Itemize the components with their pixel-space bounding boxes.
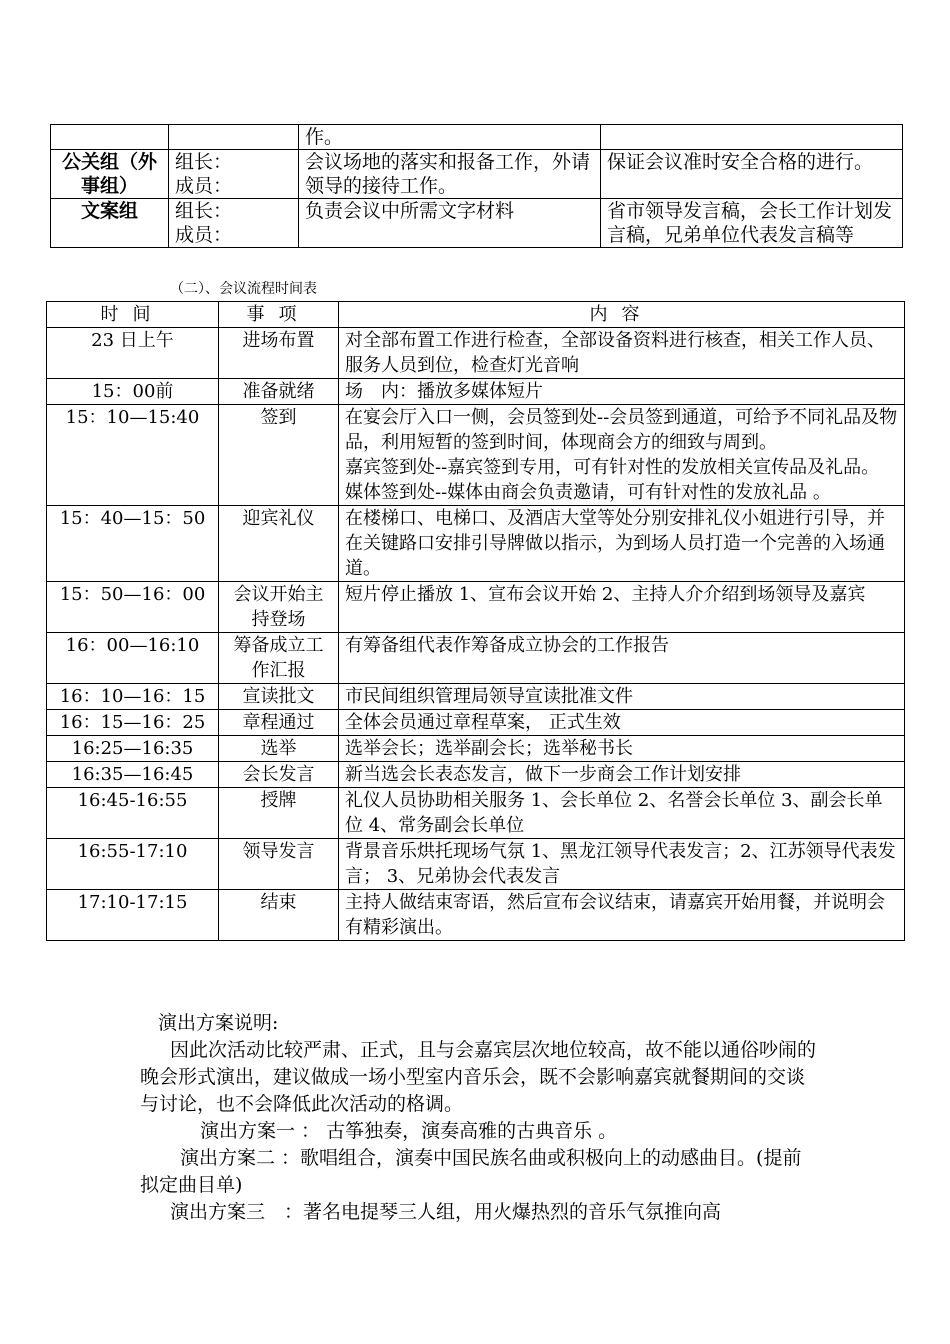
time-cell: 16:35—16:45 xyxy=(47,762,219,788)
content-cell xyxy=(339,762,905,788)
members-cell xyxy=(169,150,299,199)
content-text: 在宴会厅入口一侧，会员签到处--会员签到通道，可给予不同礼品及物品，利用短暂的签到时间，体现商会方的细致与周到。 xyxy=(345,407,898,453)
table-row xyxy=(47,710,905,736)
table-row xyxy=(47,890,905,941)
content-text: 对全部布置工作进行检查，全部设备资料进行核查，相关工作人员、服务人员到位，检查灯光音响 xyxy=(345,330,885,376)
table-row xyxy=(47,405,905,506)
member-role: 成员： xyxy=(175,175,233,197)
content-cell xyxy=(339,379,905,405)
item-cell: 领导发言 xyxy=(219,839,339,890)
item-cell: 进场布置 xyxy=(219,328,339,379)
members-cell xyxy=(169,125,299,150)
item-cell: 章程通过 xyxy=(219,710,339,736)
table-header-row xyxy=(47,302,905,328)
item-cell: 准备就绪 xyxy=(219,379,339,405)
goal-cell: 省市领导发言稿，会长工作计划发言稿，兄弟单位代表发言稿等 xyxy=(601,199,903,248)
header-content: 内容 xyxy=(339,302,905,328)
item-cell: 会议开始主持登场 xyxy=(219,582,339,633)
notes-paragraph: 因此次活动比较严肃、正式，且与会嘉宾层次地位较高，故不能以通俗吵闹的晚会形式演出，建议做成一场小型室内音乐会，既不会影响嘉宾就餐期间的交谈与讨论，也不会降低此次活动的格调。 xyxy=(140,1039,817,1115)
time-cell: 15：10—15:40 xyxy=(47,405,219,506)
time-cell: 16:45-16:55 xyxy=(47,788,219,839)
item-cell: 迎宾礼仪 xyxy=(219,506,339,582)
time-cell: 17:10-17:15 xyxy=(47,890,219,941)
content-text: 短片停止播放 1、宣布会议开始 2、主持人介介绍到场领导及嘉宾 xyxy=(345,584,866,605)
content-text: 媒体签到处--媒体由商会负责邀请，可有针对性的发放礼品 。 xyxy=(345,482,831,503)
time-cell: 15：00前 xyxy=(47,379,219,405)
content-cell xyxy=(339,890,905,941)
table-row xyxy=(51,199,903,248)
table-row xyxy=(51,150,903,199)
goal-cell: 保证会议准时安全合格的进行。 xyxy=(601,150,903,199)
content-text: 嘉宾签到处--嘉宾签到专用，可有针对性的发放相关宣传品及礼品。 xyxy=(345,457,880,478)
content-text: 新当选会长表态发言，做下一步商会工作计划安排 xyxy=(345,764,741,785)
duty-cell: 作。 xyxy=(299,125,601,150)
table-row xyxy=(47,684,905,710)
content-cell xyxy=(339,633,905,684)
table-row xyxy=(47,582,905,633)
header-item: 事项 xyxy=(219,302,339,328)
notes-title: 演出方案说明: xyxy=(158,1012,279,1034)
duty-cell: 负责会议中所需文字材料 xyxy=(299,199,601,248)
table-row xyxy=(47,762,905,788)
table-row xyxy=(47,839,905,890)
content-text: 背景音乐烘托现场气氛 1、黑龙江领导代表发言；2、江苏领导代表发言； 3、兄弟协会代表发言 xyxy=(345,841,896,887)
table-row xyxy=(47,788,905,839)
time-cell: 16:25—16:35 xyxy=(47,736,219,762)
content-cell xyxy=(339,506,905,582)
member-role: 组长： xyxy=(175,200,233,222)
group-cell: 公关组（外事组） xyxy=(51,150,169,199)
notes-paragraph: 演出方案三 ：著名电提琴三人组，用火爆热烈的音乐气氛推向高 xyxy=(170,1201,722,1223)
table-row xyxy=(47,736,905,762)
table-row xyxy=(47,633,905,684)
content-text: 主持人做结束寄语，然后宣布会议结束，请嘉宾开始用餐，并说明会有精彩演出。 xyxy=(345,892,885,938)
members-cell xyxy=(169,199,299,248)
content-cell xyxy=(339,788,905,839)
goal-cell xyxy=(601,125,903,150)
schedule-table xyxy=(46,301,905,941)
table-row xyxy=(47,379,905,405)
table-row xyxy=(47,506,905,582)
content-cell xyxy=(339,582,905,633)
member-role: 成员： xyxy=(175,224,233,246)
time-cell: 16：10—16：15 xyxy=(47,684,219,710)
notes-paragraph: 演出方案一 ： 古筝独奏，演奏高雅的古典音乐 。 xyxy=(200,1120,618,1142)
content-cell xyxy=(339,405,905,506)
item-cell: 筹备成立工作汇报 xyxy=(219,633,339,684)
content-cell xyxy=(339,736,905,762)
notes-paragraph: 演出方案二 ：歌唱组合，演奏中国民族名曲或积极向上的动感曲目。(提前拟定曲目单) xyxy=(140,1147,802,1196)
time-cell: 23 日上午 xyxy=(47,328,219,379)
table-row xyxy=(51,125,903,150)
time-cell: 16:55-17:10 xyxy=(47,839,219,890)
content-text: 市民间组织管理局领导宣读批准文件 xyxy=(345,686,633,707)
content-text: 在楼梯口、电梯口、及酒店大堂等处分别安排礼仪小姐进行引导，并在关键路口安排引导牌做以指示，为到场人员打造一个完善的入场通道。 xyxy=(345,508,885,579)
item-cell: 选举 xyxy=(219,736,339,762)
section-heading: （二）、会议流程时间表 xyxy=(170,281,317,297)
item-cell: 会长发言 xyxy=(219,762,339,788)
duty-cell: 会议场地的落实和报备工作，外请领导的接待工作。 xyxy=(299,150,601,199)
content-text: 全体会员通过章程草案， 正式生效 xyxy=(345,712,621,733)
item-cell: 宣读批文 xyxy=(219,684,339,710)
group-cell xyxy=(51,125,169,150)
item-cell: 签到 xyxy=(219,405,339,506)
content-text: 场 内：播放多媒体短片 xyxy=(345,381,543,402)
content-cell xyxy=(339,328,905,379)
content-text: 礼仪人员协助相关服务 1、会长单位 2、名誉会长单位 3、副会长单位 4、常务副会长单位 xyxy=(345,790,883,836)
item-cell: 结束 xyxy=(219,890,339,941)
header-time: 时间 xyxy=(47,302,219,328)
performance-notes xyxy=(140,1010,820,1226)
table-row xyxy=(47,328,905,379)
member-role: 组长： xyxy=(175,151,233,173)
content-cell xyxy=(339,710,905,736)
time-cell: 16：00—16:10 xyxy=(47,633,219,684)
time-cell: 15：40—15：50 xyxy=(47,506,219,582)
content-text: 有筹备组代表作筹备成立协会的工作报告 xyxy=(345,635,669,656)
time-cell: 15：50—16：00 xyxy=(47,582,219,633)
item-cell: 授牌 xyxy=(219,788,339,839)
time-cell: 16：15—16：25 xyxy=(47,710,219,736)
content-text: 选举会长；选举副会长；选举秘书长 xyxy=(345,738,633,759)
group-cell: 文案组 xyxy=(51,199,169,248)
content-cell xyxy=(339,839,905,890)
duty-table xyxy=(50,124,903,248)
content-cell xyxy=(339,684,905,710)
